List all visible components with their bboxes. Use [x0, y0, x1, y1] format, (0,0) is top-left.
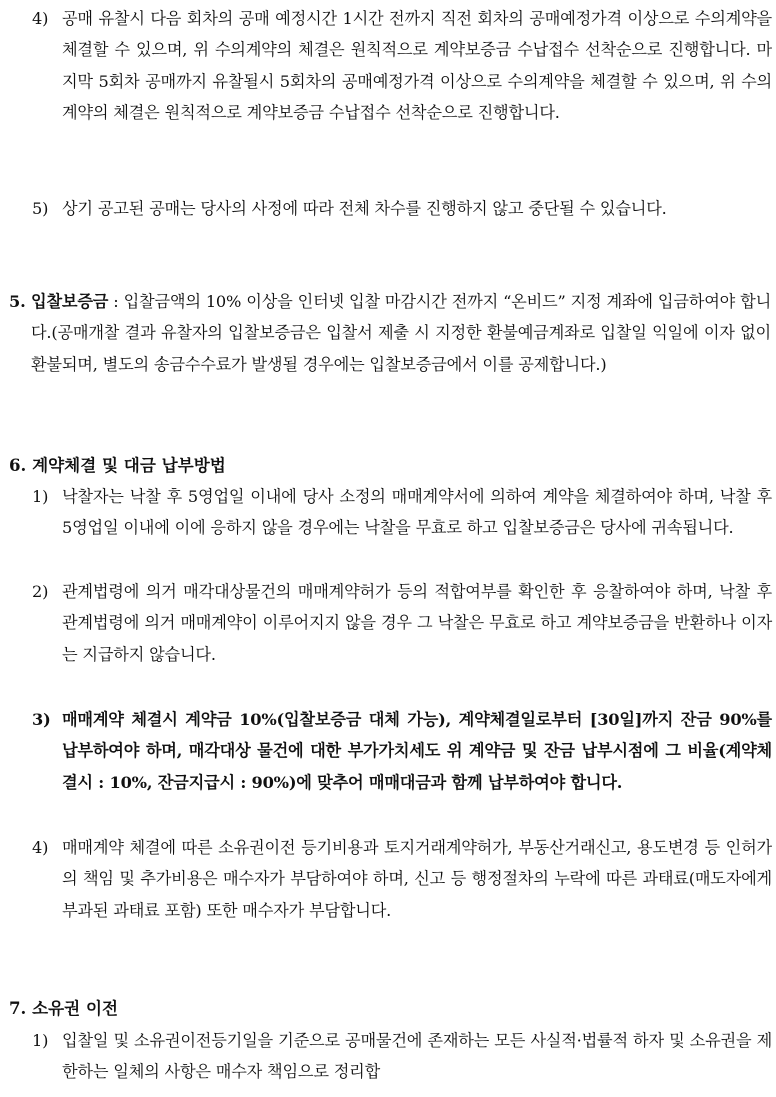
clause-7-item-1	[32, 1025, 772, 1088]
item-text: 관계법령에 의거 매각대상물건의 매매계약허가 등의 적합여부를 확인한 후 응찰하여야 하며, 낙찰 후 관계법령에 의거 매매계약이 이루어지지 않을 경우 그 낙찰은 무효로 하고 계약보증금을 반환하나 이자는 지급하지 않습니다.	[62, 582, 772, 664]
clause-4-item-4	[32, 3, 772, 128]
item-text: 입찰일 및 소유권이전등기일을 기준으로 공매물건에 존재하는 모든 사실적·법률적 하자 및 소유권을 제한하는 일체의 사항은 매수자 책임으로 정리합	[62, 1031, 772, 1082]
clause-6-item-3	[32, 704, 772, 798]
clause-6-item-2	[32, 576, 772, 670]
section-6-heading: 6. 계약체결 및 대금 납부방법	[9, 455, 226, 475]
section-7-heading: 7. 소유권 이전	[9, 998, 119, 1018]
clause-4-item-5	[32, 193, 772, 224]
item-number: 4)	[32, 838, 49, 857]
item-number: 1)	[32, 487, 49, 506]
section-heading: 5. 입찰보증금	[9, 292, 109, 311]
item-text: 매매계약 체결에 따른 소유권이전 등기비용과 토지거래계약허가, 부동산거래신고, 용도변경 등 인허가의 책임 및 추가비용은 매수자가 부담하여야 하며, 신고 등 행정절차의 누락에 따른 과태료(매도자에게 부과된 과태료 포함) 또한 매수자가 부담합니다.	[62, 838, 772, 920]
clause-6-item-1	[32, 481, 772, 544]
item-number: 5)	[32, 199, 49, 218]
item-number: 1)	[32, 1031, 49, 1050]
section-5-bid-deposit	[9, 286, 771, 380]
clause-6-item-4	[32, 832, 772, 926]
section-text: : 입찰금액의 10% 이상을 인터넷 입찰 마감시간 전까지 “온비드” 지정 계좌에 입금하여야 합니다.(공매개찰 결과 유찰자의 입찰보증금은 입찰서 제출 시 지정한 환불예금계좌로 입찰일 익일에 이자 없이 환불되며, 별도의 송금수수료가 발생될 경우에는 입찰보증금에서 이를 공제합니다.)	[31, 292, 772, 374]
item-text: 상기 공고된 공매는 당사의 사정에 따라 전체 차수를 진행하지 않고 중단될 수 있습니다.	[62, 199, 667, 218]
item-text: 공매 유찰시 다음 회차의 공매 예정시간 1시간 전까지 직전 회차의 공매예정가격 이상으로 수의계약을 체결할 수 있으며, 위 수의계약의 체결은 원칙적으로 계약보증금 수납접수 선착순으로 진행합니다. 마지막 5회차 공매까지 유찰될시 5회차의 공매예정가격 이상으로 수의계약을 체결할 수 있으며, 위 수의계약의 체결은 원칙적으로 계약보증금 수납접수 선착순으로 진행합니다.	[62, 9, 772, 122]
item-number: 2)	[32, 582, 49, 601]
item-text: 매매계약 체결시 계약금 10%(입찰보증금 대체 가능), 계약체결일로부터 [30일]까지 잔금 90%를 납부하여야 하며, 매각대상 물건에 대한 부가가치세도 위 계약금 및 잔금 납부시점에 그 비율(계약체결시 : 10%, 잔금지급시 : 90%)에 맞추어 매매대금과 함께 납부하여야 합니다.	[62, 710, 772, 792]
item-text: 낙찰자는 낙찰 후 5영업일 이내에 당사 소정의 매매계약서에 의하여 계약을 체결하여야 하며, 낙찰 후 5영업일 이내에 이에 응하지 않을 경우에는 낙찰을 무효로 하고 입찰보증금은 당사에 귀속됩니다.	[62, 487, 772, 538]
item-number: 4)	[32, 9, 49, 28]
item-number: 3)	[32, 710, 51, 729]
